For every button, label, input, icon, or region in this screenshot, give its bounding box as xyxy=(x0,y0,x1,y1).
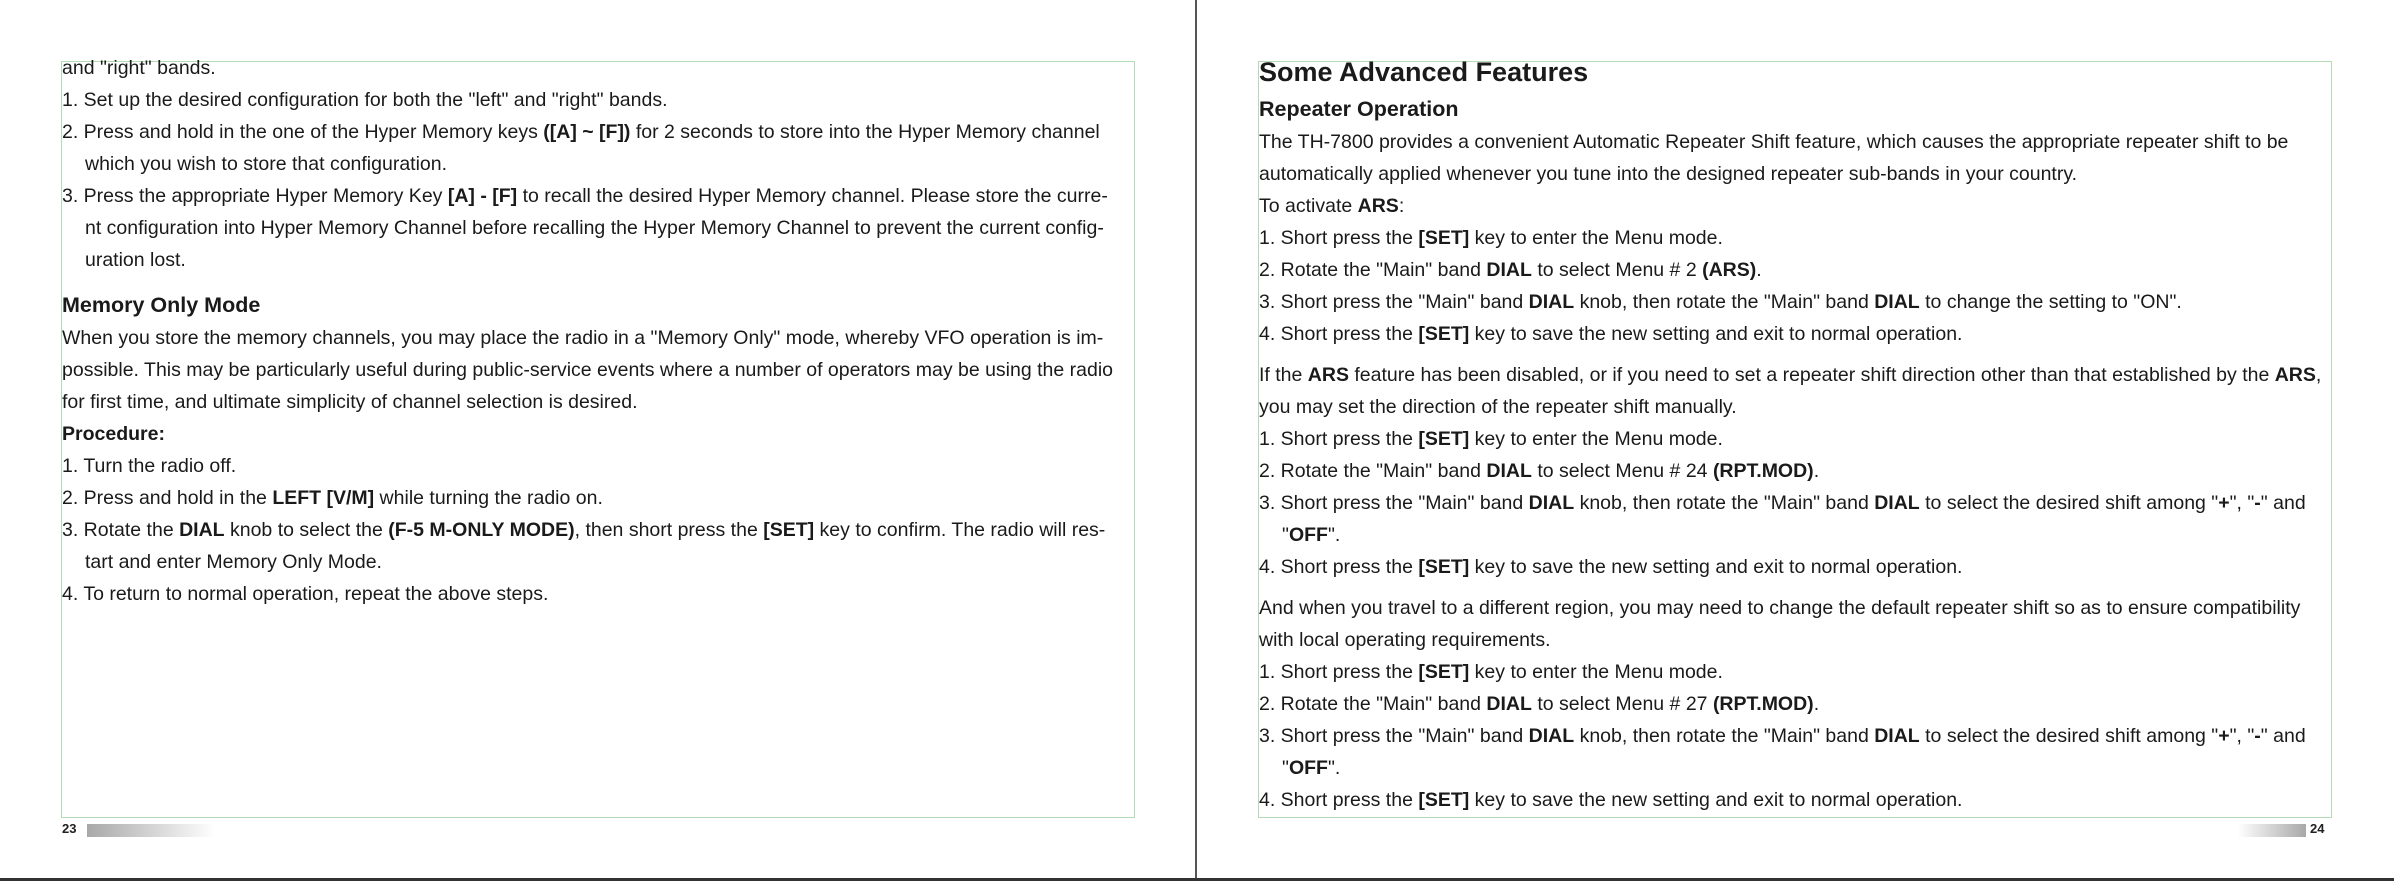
text-line xyxy=(1259,455,2341,487)
bold-run: ([A] ~ [F]) xyxy=(543,121,631,143)
text-line xyxy=(1259,720,2341,752)
text-run: ", " xyxy=(2229,492,2255,514)
bold-run: (RPT.MOD) xyxy=(1712,693,1814,715)
bold-run: DIAL xyxy=(1528,492,1575,514)
text-line xyxy=(1259,126,2341,158)
text-run: . xyxy=(1813,693,1820,715)
text-run: knob, then rotate the "Main" band xyxy=(1574,492,1875,514)
text-line xyxy=(62,148,1148,180)
bold-run: DIAL xyxy=(1528,291,1575,313)
bold-run: [A] - [F] xyxy=(447,185,518,207)
text-run: knob to select the xyxy=(224,519,389,541)
bold-run: + xyxy=(2218,725,2230,747)
left-page-content xyxy=(62,52,1148,610)
text-run: " xyxy=(1282,524,1289,546)
bold-run: DIAL xyxy=(1486,259,1532,281)
bold-run: [SET] xyxy=(763,519,815,541)
page-title: Some Advanced Features xyxy=(1259,57,1589,87)
bold-run: DIAL xyxy=(1874,291,1920,313)
text-run: 1. Short press the xyxy=(1259,428,1419,450)
text-run: ", " xyxy=(2229,725,2255,747)
text-run: key to enter the Menu mode. xyxy=(1469,227,1723,249)
text-run: key to confirm. The radio will res- xyxy=(814,519,1106,541)
bold-run: [SET] xyxy=(1418,661,1470,683)
text-line xyxy=(1259,688,2341,720)
text-run: 3. Short press the "Main" band xyxy=(1259,291,1529,313)
text-line xyxy=(1259,592,2341,624)
bold-run: (ARS) xyxy=(1702,259,1757,281)
text-line xyxy=(62,322,1148,354)
bold-run: DIAL xyxy=(1528,725,1575,747)
text-run: 2. Rotate the "Main" band xyxy=(1259,693,1487,715)
text-run: key to save the new setting and exit to normal operation. xyxy=(1469,323,1963,345)
text-run: 2. Rotate the "Main" band xyxy=(1259,259,1487,281)
text-line xyxy=(1259,656,2341,688)
text-run: automatically applied whenever you tune into the designed repeater sub-bands in your country. xyxy=(1259,163,2078,185)
text-run: to select the desired shift among " xyxy=(1919,492,2219,514)
text-line xyxy=(1259,359,2341,391)
bold-run: [SET] xyxy=(1418,556,1470,578)
text-line xyxy=(62,386,1148,418)
text-run: 3. Short press the "Main" band xyxy=(1259,492,1529,514)
text-run: with local operating requirements. xyxy=(1259,629,1551,651)
text-line xyxy=(1259,222,2341,254)
text-run: to change the setting to "ON". xyxy=(1919,291,2182,313)
hyper-memory-steps xyxy=(62,52,1148,276)
bold-run: OFF xyxy=(1288,524,1328,546)
text-run: 3. Press the appropriate Hyper Memory Key xyxy=(62,185,448,207)
text-run: to select Menu # 24 xyxy=(1531,460,1713,482)
text-line xyxy=(1259,519,2341,551)
text-run: 2. Press and hold in the one of the Hyper Memory keys xyxy=(62,121,544,143)
text-run: key to save the new setting and exit to normal operation. xyxy=(1469,789,1963,811)
memory-only-mode-heading: Memory Only Mode xyxy=(62,293,261,317)
text-run: 1. Short press the xyxy=(1259,661,1419,683)
text-line xyxy=(62,418,1148,450)
memory-only-mode-body xyxy=(62,322,1148,610)
text-run: you may set the direction of the repeater shift manually. xyxy=(1259,396,1737,418)
bold-run: - xyxy=(2254,725,2261,747)
footer-gradient-bar xyxy=(2238,824,2306,837)
text-run: " xyxy=(1282,757,1289,779)
bold-run: [SET] xyxy=(1418,789,1470,811)
text-line xyxy=(62,244,1148,276)
text-run: " and xyxy=(2260,725,2306,747)
page-number: 24 xyxy=(2310,821,2325,836)
text-run: . xyxy=(1813,460,1820,482)
text-run: possible. This may be particularly useful during public-service events where a number of operators may be using the radio xyxy=(62,359,1114,381)
text-line xyxy=(62,482,1148,514)
text-run: to select Menu # 2 xyxy=(1531,259,1703,281)
bold-run: DIAL xyxy=(179,519,225,541)
bold-run: ARS xyxy=(2274,364,2316,386)
bold-run: - xyxy=(2254,492,2261,514)
text-run: and "right" bands. xyxy=(62,57,216,79)
text-run: 3. Short press the "Main" band xyxy=(1259,725,1529,747)
text-run: feature has been disabled, or if you need to set a repeater shift direction other than that established by the xyxy=(1348,364,2275,386)
repeater-operation-heading: Repeater Operation xyxy=(1259,97,1459,121)
text-run: 4. Short press the xyxy=(1259,556,1419,578)
bold-run: ARS xyxy=(1307,364,1349,386)
text-line xyxy=(1259,318,2341,350)
bold-run: [SET] xyxy=(1418,227,1470,249)
text-run: while turning the radio on. xyxy=(374,487,603,509)
text-line xyxy=(62,212,1148,244)
text-run: 3. Rotate the xyxy=(62,519,180,541)
text-run: which you wish to store that configuration. xyxy=(85,153,448,175)
text-run: to select Menu # 27 xyxy=(1531,693,1713,715)
text-run: , then short press the xyxy=(574,519,764,541)
text-run: 1. Set up the desired configuration for both the "left" and "right" bands. xyxy=(62,89,668,111)
text-run: to recall the desired Hyper Memory channel. Please store the curre- xyxy=(517,185,1108,207)
bold-run: [SET] xyxy=(1418,428,1470,450)
text-line xyxy=(1259,391,2341,423)
bold-run: Procedure: xyxy=(62,423,165,445)
text-line xyxy=(1259,752,2341,784)
text-run: 4. Short press the xyxy=(1259,789,1419,811)
text-run: If the xyxy=(1259,364,1308,386)
text-line xyxy=(62,52,1148,84)
text-run: 4. Short press the xyxy=(1259,323,1419,345)
text-line xyxy=(1259,158,2341,190)
text-line xyxy=(1259,286,2341,318)
text-run: . xyxy=(1756,259,1762,281)
bold-run: ARS xyxy=(1357,195,1399,217)
bold-run: OFF xyxy=(1288,757,1328,779)
text-line xyxy=(62,84,1148,116)
text-line xyxy=(1259,487,2341,519)
right-page-content xyxy=(1259,52,2341,816)
text-run: knob, then rotate the "Main" band xyxy=(1574,725,1875,747)
text-run: ". xyxy=(1327,757,1341,779)
text-line xyxy=(1259,624,2341,656)
text-run: knob, then rotate the "Main" band xyxy=(1574,291,1875,313)
bold-run: DIAL xyxy=(1874,492,1920,514)
text-run: nt configuration into Hyper Memory Channel before recalling the Hyper Memory Channel to prevent the current config- xyxy=(85,217,1104,239)
text-run: to select the desired shift among " xyxy=(1919,725,2219,747)
page-number: 23 xyxy=(62,821,77,836)
text-run: for 2 seconds to store into the Hyper Memory channel xyxy=(630,121,1100,143)
text-run: : xyxy=(1398,195,1405,217)
bold-run: + xyxy=(2218,492,2230,514)
text-run: for first time, and ultimate simplicity of channel selection is desired. xyxy=(62,391,638,413)
text-run: ". xyxy=(1327,524,1341,546)
text-run: 1. Turn the radio off. xyxy=(62,455,237,477)
text-line xyxy=(62,514,1148,546)
repeater-operation-body xyxy=(1259,126,2341,816)
text-run: 2. Rotate the "Main" band xyxy=(1259,460,1487,482)
text-line xyxy=(1259,784,2341,816)
text-run: key to enter the Menu mode. xyxy=(1469,661,1723,683)
text-line xyxy=(1259,254,2341,286)
text-run: tart and enter Memory Only Mode. xyxy=(85,551,382,573)
text-run: key to enter the Menu mode. xyxy=(1469,428,1723,450)
text-line xyxy=(1259,551,2341,583)
text-run: And when you travel to a different region, you may need to change the default repeater shift so as to ensure compatibility xyxy=(1259,597,2301,619)
bold-run: DIAL xyxy=(1486,460,1532,482)
text-line xyxy=(62,354,1148,386)
text-line xyxy=(62,180,1148,212)
text-run: 2. Press and hold in the xyxy=(62,487,273,509)
text-line xyxy=(62,116,1148,148)
text-line xyxy=(62,578,1148,610)
text-run: 1. Short press the xyxy=(1259,227,1419,249)
bold-run: (RPT.MOD) xyxy=(1712,460,1814,482)
bold-run: (F-5 M-ONLY MODE) xyxy=(388,519,575,541)
text-run: uration lost. xyxy=(85,249,186,271)
bold-run: DIAL xyxy=(1486,693,1532,715)
text-line xyxy=(1259,190,2341,222)
text-line xyxy=(1259,423,2341,455)
text-run: To activate xyxy=(1259,195,1358,217)
text-line xyxy=(62,546,1148,578)
text-run: When you store the memory channels, you may place the radio in a "Memory Only" mode, whereby VFO operation is im- xyxy=(62,327,1104,349)
text-run: The TH-7800 provides a convenient Automatic Repeater Shift feature, which causes the appropriate repeater shift to be xyxy=(1259,131,2289,153)
text-run: 4. To return to normal operation, repeat the above steps. xyxy=(62,583,549,605)
text-run: , xyxy=(2315,364,2322,386)
bold-run: [SET] xyxy=(1418,323,1470,345)
bold-run: DIAL xyxy=(1874,725,1920,747)
text-run: key to save the new setting and exit to normal operation. xyxy=(1469,556,1963,578)
bold-run: LEFT [V/M] xyxy=(272,487,375,509)
text-line xyxy=(62,450,1148,482)
text-run: " and xyxy=(2260,492,2306,514)
footer-gradient-bar xyxy=(87,824,215,837)
